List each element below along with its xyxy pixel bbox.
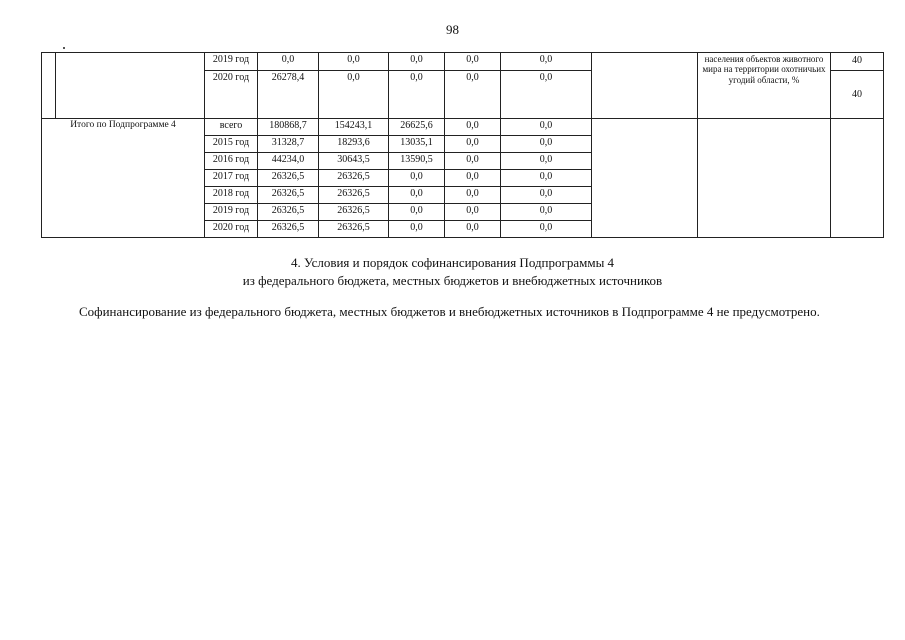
table-cell-year: 2020 год bbox=[205, 71, 258, 119]
table-cell: 0,0 bbox=[389, 221, 445, 238]
table-cell: 0,0 bbox=[445, 136, 501, 153]
section-heading bbox=[0, 254, 905, 290]
table-cell: 30643,5 bbox=[319, 153, 389, 170]
table-cell: 26326,5 bbox=[258, 221, 319, 238]
table-cell: 0,0 bbox=[319, 71, 389, 119]
table-cell: 0,0 bbox=[319, 53, 389, 71]
table-cell: 0,0 bbox=[389, 53, 445, 71]
table-cell: 0,0 bbox=[445, 119, 501, 136]
section-heading-line-1: 4. Условия и порядок софинансирования Подпрограммы 4 bbox=[290, 255, 615, 270]
table-cell: 0,0 bbox=[501, 170, 592, 187]
body-paragraph: Софинансирование из федерального бюджета, местных бюджетов и внебюджетных источников в Подпрограмме 4 не предусмотрено. bbox=[79, 304, 820, 319]
margin-mark bbox=[63, 47, 65, 49]
table-cell: 180868,7 bbox=[258, 119, 319, 136]
table-cell: 0,0 bbox=[445, 187, 501, 204]
table-cell bbox=[592, 53, 698, 119]
table-cell-year: 2017 год bbox=[205, 170, 258, 187]
table-cell-year: 2019 год bbox=[205, 204, 258, 221]
table-row-total bbox=[42, 119, 884, 136]
target-value: 40 bbox=[831, 71, 884, 119]
table-cell bbox=[831, 119, 884, 238]
table-cell: 0,0 bbox=[389, 71, 445, 119]
table-cell: 0,0 bbox=[445, 153, 501, 170]
table-cell: 0,0 bbox=[445, 221, 501, 238]
table-cell: 0,0 bbox=[501, 187, 592, 204]
table-cell: 26326,5 bbox=[319, 187, 389, 204]
table-cell: 26326,5 bbox=[258, 170, 319, 187]
table-cell: 0,0 bbox=[501, 204, 592, 221]
table-row bbox=[42, 53, 884, 71]
table-cell: 0,0 bbox=[445, 204, 501, 221]
table-cell bbox=[56, 53, 205, 119]
table-cell: 0,0 bbox=[501, 136, 592, 153]
table-cell: 0,0 bbox=[389, 204, 445, 221]
table-cell: 26326,5 bbox=[319, 221, 389, 238]
table-cell-year: всего bbox=[205, 119, 258, 136]
page-number: 98 bbox=[446, 22, 459, 37]
table-cell: 26625,6 bbox=[389, 119, 445, 136]
indicator-description: населения объектов животного мира на территории охотничьих угодий области, % bbox=[698, 53, 831, 119]
table-cell: 0,0 bbox=[389, 170, 445, 187]
table-cell bbox=[42, 53, 56, 119]
table-cell-year: 2019 год bbox=[205, 53, 258, 71]
table-cell: 0,0 bbox=[445, 71, 501, 119]
table-cell: 26278,4 bbox=[258, 71, 319, 119]
table-cell: 26326,5 bbox=[319, 170, 389, 187]
table-cell: 0,0 bbox=[389, 187, 445, 204]
budget-table bbox=[41, 52, 884, 238]
table-cell-year: 2018 год bbox=[205, 187, 258, 204]
table-cell-year: 2020 год bbox=[205, 221, 258, 238]
table-cell: 13035,1 bbox=[389, 136, 445, 153]
table-cell: 26326,5 bbox=[258, 187, 319, 204]
table-cell: 0,0 bbox=[258, 53, 319, 71]
table-cell: 0,0 bbox=[501, 153, 592, 170]
table-cell-year: 2016 год bbox=[205, 153, 258, 170]
table-cell: 18293,6 bbox=[319, 136, 389, 153]
table-cell: 26326,5 bbox=[319, 204, 389, 221]
section-heading-line-2: из федерального бюджета, местных бюджетов и внебюджетных источников bbox=[242, 273, 663, 288]
table-cell: 0,0 bbox=[501, 221, 592, 238]
table-cell: 0,0 bbox=[445, 170, 501, 187]
table-cell: 154243,1 bbox=[319, 119, 389, 136]
table-cell: 44234,0 bbox=[258, 153, 319, 170]
table-cell bbox=[698, 119, 831, 238]
table-cell: 31328,7 bbox=[258, 136, 319, 153]
table-cell: 0,0 bbox=[501, 53, 592, 71]
table-cell-year: 2015 год bbox=[205, 136, 258, 153]
table-cell: 0,0 bbox=[501, 71, 592, 119]
table-cell: 13590,5 bbox=[389, 153, 445, 170]
table-cell: 26326,5 bbox=[258, 204, 319, 221]
total-label: Итого по Подпрограмме 4 bbox=[42, 119, 205, 238]
table-cell: 0,0 bbox=[501, 119, 592, 136]
target-value: 40 bbox=[831, 53, 884, 71]
table-cell: 0,0 bbox=[445, 53, 501, 71]
table-cell bbox=[592, 119, 698, 238]
